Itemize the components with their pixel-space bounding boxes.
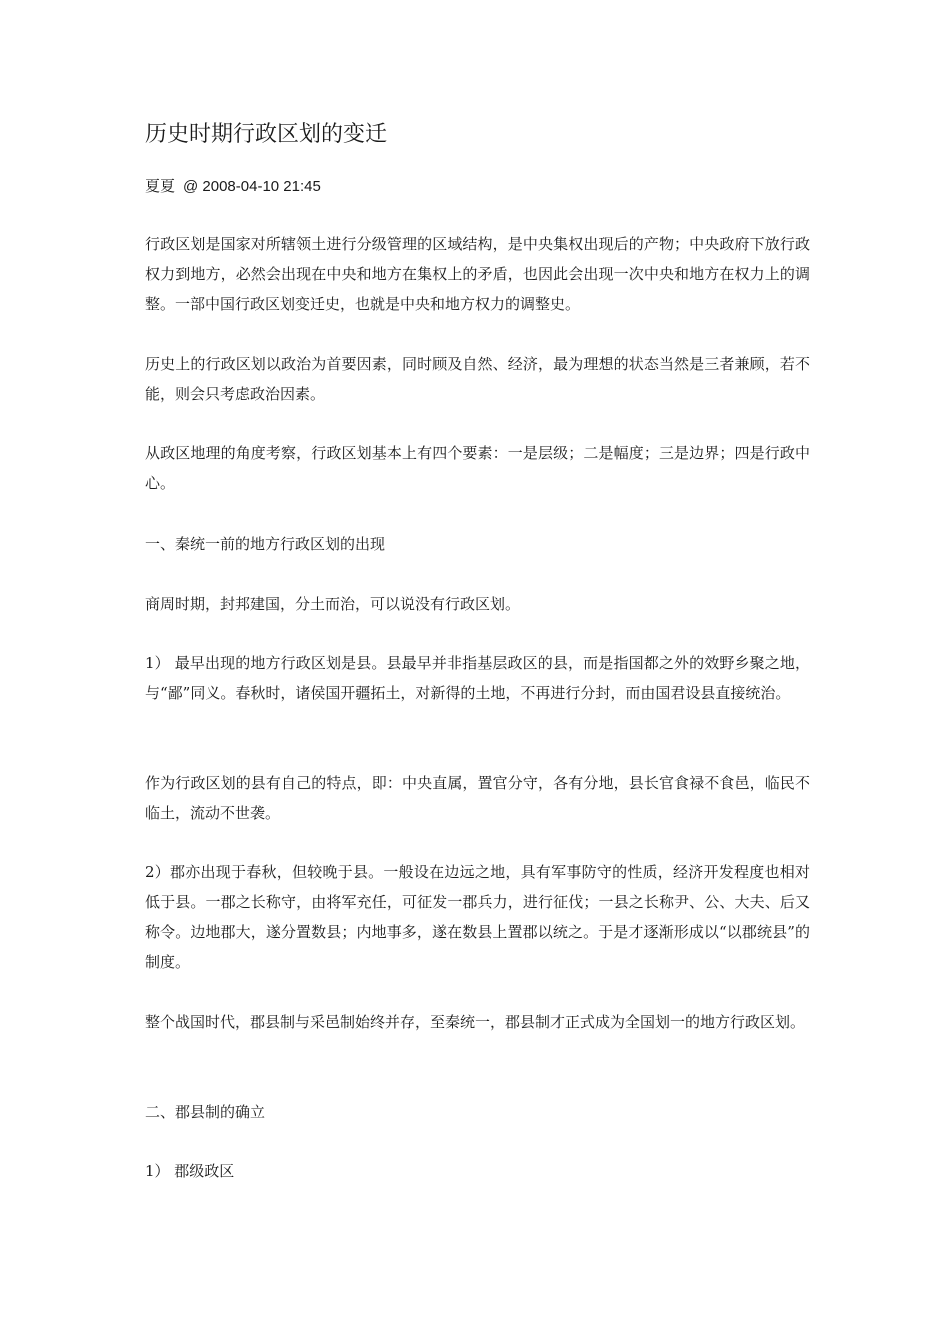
post-date: @ 2008-04-10 21:45 [183, 178, 321, 195]
byline [145, 175, 321, 198]
article-title: 历史时期行政区划的变迁 [145, 122, 388, 147]
paragraph-warring-states: 整个战国时代，郡县制与采邑制始终并存，至秦统一，郡县制才正式成为全国划一的地方行政区划。 [145, 1013, 806, 1031]
paragraph-intro: 行政区划是国家对所辖领土进行分级管理的区域结构，是中央集权出现后的产物；中央政府下放行政权力到地方，必然会出现在中央和地方在集权上的矛盾，也因此会出现一次中央和地方在权力上的调整。一部中国行政区划变迁史，也就是中央和地方权力的调整史。 [145, 235, 810, 313]
paragraph-elements: 从政区地理的角度考察，行政区划基本上有四个要素：一是层级；二是幅度；三是边界；四是行政中心。 [145, 444, 810, 492]
paragraph-county-features: 作为行政区划的县有自己的特点，即：中央直属，置官分守，各有分地，县长官食禄不食邑，临民不临土，流动不世袭。 [145, 774, 810, 822]
section-heading-2: 二、郡县制的确立 [145, 1103, 266, 1121]
paragraph-shangzhou: 商周时期，封邦建国，分土而治，可以说没有行政区划。 [145, 595, 521, 613]
section-heading-1: 一、秦统一前的地方行政区划的出现 [145, 535, 386, 553]
author-name: 夏夏 [145, 177, 176, 195]
paragraph-commandery: 2）郡亦出现于春秋，但较晚于县。一般设在边远之地，具有军事防守的性质，经济开发程度也相对低于县。一郡之长称守，由将军充任，可征发一郡兵力，进行征伐；一县之长称尹、公、大夫、后又称令。边地郡大，遂分置数县；内地事多，遂在数县上置郡以统之。于是才逐渐形成以“以郡统县”的制度。 [145, 863, 810, 971]
subsection-heading: 1） 郡级政区 [145, 1162, 235, 1180]
paragraph-county-origin: 1） 最早出现的地方行政区划是县。县最早并非指基层政区的县，而是指国都之外的效野乡聚之地，与“鄙”同义。春秋时，诸侯国开疆拓土，对新得的土地，不再进行分封，而由国君设县直接统治。 [145, 654, 810, 702]
paragraph-factors: 历史上的行政区划以政治为首要因素，同时顾及自然、经济，最为理想的状态当然是三者兼顾，若不能，则会只考虑政治因素。 [145, 355, 810, 403]
